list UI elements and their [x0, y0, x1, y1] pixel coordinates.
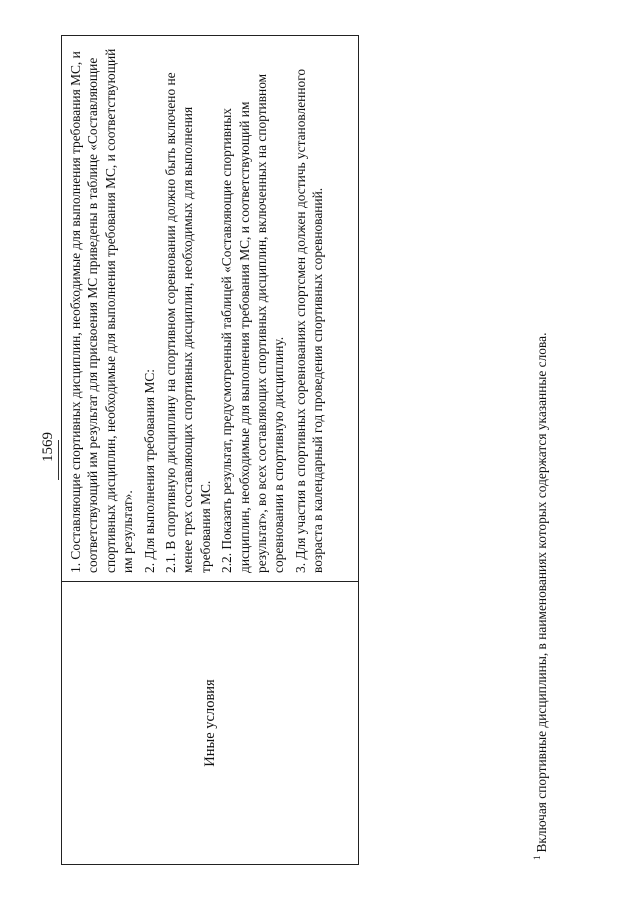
footnote-marker: 1	[532, 855, 542, 860]
condition-label-cell: Иные условия	[62, 582, 359, 865]
condition-content-cell	[62, 36, 359, 582]
paragraph-2-2: 2.2. Показать результат, предусмотренный таблицей «Составляющие спортивных дисциплин, необходимые для выполнения требования МС, и соответствующий им результат», во всех составляющих спортивных дисциплин, включенных на спортивном соревновании в спортивную дисциплину.	[219, 73, 287, 573]
footnote-text: Включая спортивные дисциплины, в наименованиях которых содержатся указанные слова.	[534, 332, 549, 853]
conditions-table	[61, 35, 359, 865]
table-row	[62, 36, 359, 865]
footnote	[532, 40, 550, 860]
page-number-underline	[58, 440, 59, 480]
paragraph-1: 1. Составляющие спортивных дисциплин, необходимые для выполнения требования МС, и соответствующий им результат для присвоения МС приведены в таблице «Составляющие спортивных дисциплин, необходимые для выполнения требования МС, и соответствующий им результат».	[68, 48, 136, 573]
paragraph-2-1: 2.1. В спортивную дисциплину на спортивном соревновании должно быть включено не менее трех составляющих спортивных дисциплин, необходимых для выполнения требования МС.	[163, 72, 213, 573]
paragraph-3: 3. Для участия в спортивных соревнованиях спортсмен должен достичь установленного возраста в календарный год проведения спортивных соревнований.	[292, 68, 326, 573]
page-number: 1569	[40, 432, 56, 462]
paragraph-2: 2. Для выполнения требования МС:	[141, 369, 157, 573]
